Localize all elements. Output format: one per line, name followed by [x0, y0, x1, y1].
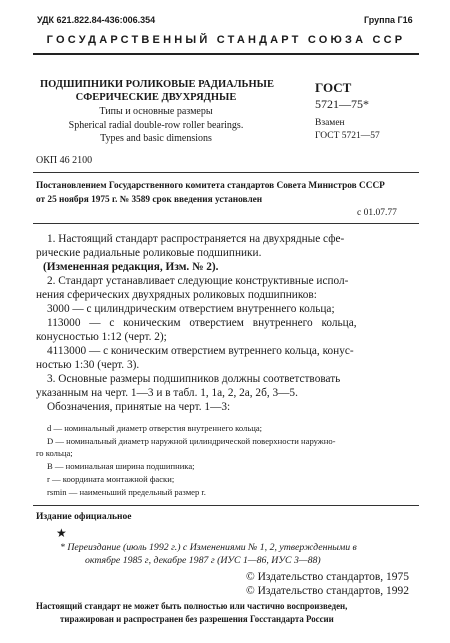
- banner-rule: [33, 53, 419, 55]
- title-en-line2: Types and basic dimensions: [100, 133, 212, 144]
- title-en-line1: Spherical radial double-row roller bearings.: [68, 120, 244, 131]
- udk-code: УДК 621.822.84-436:006.354: [37, 15, 156, 25]
- p2-line5: конусностью 1:12 (черт. 2);: [36, 331, 167, 343]
- p3-line3: Обозначения, принятые на черт. 1—3:: [47, 401, 231, 413]
- okp-code: ОКП 46 2100: [36, 155, 93, 166]
- official-edition: Издание официальное: [36, 512, 132, 522]
- copyright-1992: © Издательство стандартов, 1992: [246, 585, 410, 597]
- p2-line2: нения сферических двухрядных роликовых подшипников:: [36, 289, 317, 301]
- notation-D-line2: го кольца;: [36, 448, 73, 458]
- decree-line1: Постановлением Государственного комитета стандартов Совета Министров СССР: [36, 181, 385, 191]
- p1-line3: (Измененная редакция, Изм. № 2).: [43, 261, 219, 273]
- reprint-line1: * Переиздание (июль 1992 г.) с Изменениями № 1, 2, утвержденными в: [60, 542, 357, 553]
- notice-line2: тиражирован и распространен без разрешения Госстандарта России: [60, 614, 334, 624]
- gost-label: ГОСТ: [315, 80, 352, 95]
- notation-r: r — координата монтажной фаски;: [47, 474, 175, 484]
- notation-B: B — номинальная ширина подшипника;: [47, 461, 195, 471]
- p3-line2: указанным на черт. 1—3 и в табл. 1, 1а, 2, 2а, 2б, 3—5.: [36, 387, 298, 399]
- footer-rule: [33, 505, 419, 506]
- notation-D-line1: D — номинальный диаметр наружной цилиндрической поверхности наружно-: [47, 436, 336, 446]
- reprint-line2: октябре 1985 г, декабре 1987 г (ИУС 1—86, ИУС 3—88): [85, 555, 321, 566]
- p1-line1: 1. Настоящий стандарт распространяется на двухрядные сфе-: [47, 233, 345, 245]
- okp-rule: [33, 172, 419, 173]
- title-ru-line1: ПОДШИПНИКИ РОЛИКОВЫЕ РАДИАЛЬНЫЕ: [40, 79, 274, 90]
- p2-line7: ностью 1:30 (черт. 3).: [36, 359, 140, 371]
- p2-line1: 2. Стандарт устанавливает следующие конструктивные испол-: [47, 275, 349, 287]
- state-standard-banner: ГОСУДАРСТВЕННЫЙ СТАНДАРТ СОЮЗА ССР: [46, 34, 406, 46]
- notice-line1: Настоящий стандарт не может быть полностью или частично воспроизведен,: [36, 601, 348, 611]
- p2-line6: 4113000 — с коническим отверстием вутреннего кольца, конус-: [47, 345, 354, 357]
- notation-rsmin: rsmin — наименьший предельный размер r.: [47, 487, 206, 497]
- star-mark: ★: [56, 526, 67, 540]
- p2-line3: 3000 — с цилиндрическим отверстием внутреннего кольца;: [47, 303, 335, 315]
- replaces-label: Взамен: [315, 118, 345, 128]
- notation-d: d — номинальный диаметр отверстия внутреннего кольца;: [47, 423, 263, 433]
- group-code: Группа Г16: [364, 15, 413, 25]
- p1-line2: рические радиальные роликовые подшипники.: [36, 247, 262, 259]
- decree-line2: от 25 ноября 1975 г. № 3589 срок введения установлен: [36, 195, 263, 205]
- replaces-value: ГОСТ 5721—57: [315, 131, 380, 141]
- gost-number: 5721—75*: [315, 97, 369, 111]
- p3-line1: 3. Основные размеры подшипников должны соответствовать: [47, 373, 341, 385]
- subtitle-ru: Типы и основные размеры: [99, 106, 213, 117]
- decree-date: с 01.07.77: [357, 208, 397, 218]
- p2-line4: 113000 — с коническим отверстием внутреннего кольца,: [47, 317, 357, 329]
- copyright-1975: © Издательство стандартов, 1975: [246, 571, 410, 583]
- title-ru-line2: СФЕРИЧЕСКИЕ ДВУХРЯДНЫЕ: [75, 92, 237, 103]
- decree-rule: [33, 223, 419, 224]
